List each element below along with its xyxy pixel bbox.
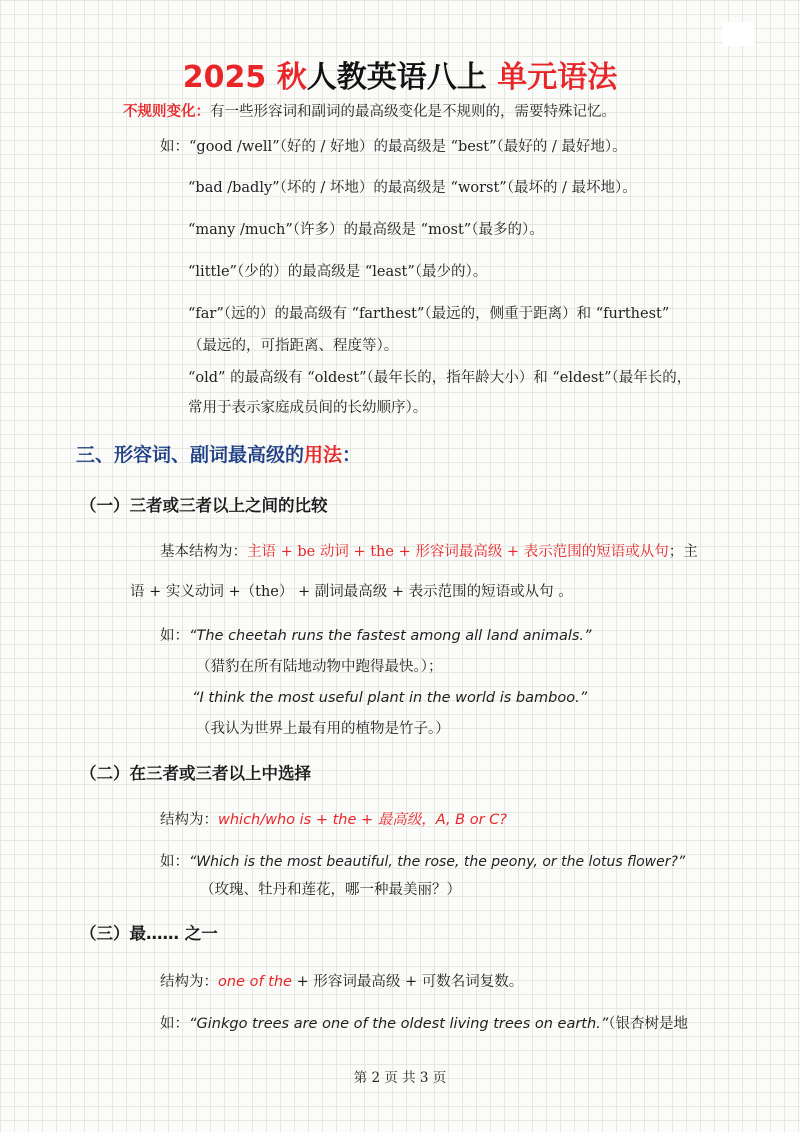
part2-heading: （二）在三者或三者以上中选择 [80, 764, 311, 783]
part1-structure [160, 542, 698, 562]
ex-prefix: 如： [160, 854, 189, 870]
irregular-intro-text: 有一些形容词和副词的最高级变化是不规则的，需要特殊记忆。 [210, 104, 616, 120]
page-number: 第 2 页 共 3 页 [353, 1070, 447, 1086]
struct-prefix: 基本结构为： [160, 544, 247, 560]
irregular-line-1 [160, 137, 627, 157]
irregular-line-4: “little”（少的）的最高级是 “least”（最少的）。 [188, 264, 488, 280]
irregular-line-3: “many /much”（许多）的最高级是 “most”（最多的）。 [188, 222, 544, 238]
struct-tail: ；主 [668, 544, 698, 560]
ex-prefix: 如： [160, 1016, 189, 1032]
ex-prefix: 如： [160, 628, 189, 644]
section-heading-text: 三、形容词、副词最高级的 [76, 444, 305, 466]
part2-example-1-cn: （玫瑰、牡丹和莲花，哪一种最美丽？） [200, 882, 461, 898]
irregular-text-good: “good /well”（好的 / 好地）的最高级是 “best”（最好的 / 最好地）。 [189, 139, 627, 155]
struct-formula: one of the [218, 974, 292, 990]
irregular-line-7: “old” 的最高级有 “oldest”（最年长的，指年龄大小）和 “eldest”（最年长的， [188, 370, 692, 386]
part1-heading: （一）三者或三者以上之间的比较 [80, 496, 328, 515]
irregular-line-2: “bad /badly”（坏的 / 坏地）的最高级是 “worst”（最坏的 / 最坏地）。 [188, 180, 637, 196]
irregular-line-6: （最远的，可指距离、程度等）。 [188, 338, 399, 354]
title-part-topic: 单元语法 [497, 60, 618, 95]
part2-example-1 [160, 852, 685, 872]
section-heading-highlight: 用法 [304, 444, 343, 466]
title-part-main: 人教英语八上 [306, 60, 498, 95]
example-sentence: “Which is the most beautiful, the rose, the peony, or the lotus flower?” [189, 854, 686, 870]
part1-example-2-cn: （我认为世界上最有用的植物是竹子。） [196, 721, 450, 737]
part3-example-1 [160, 1014, 688, 1034]
struct-prefix: 结构为： [160, 812, 218, 828]
part1-example-1-cn: （猎豹在所有陆地动物中跑得最快。）； [196, 659, 443, 675]
section-heading-colon: ： [342, 444, 362, 466]
example-sentence: “The cheetah runs the fastest among all land animals.” [189, 628, 592, 644]
struct-formula: 主语 + be 动词 + the + 形容词最高级 + 表示范围的短语或从句 [247, 544, 669, 560]
ru-prefix: 如： [160, 139, 189, 155]
irregular-line-8: 常用于表示家庭成员间的长幼顺序）。 [188, 400, 428, 416]
corner-blank [722, 22, 754, 46]
struct-tail: + 形容词最高级 + 可数名词复数。 [291, 974, 524, 990]
part1-example-1 [160, 626, 592, 646]
part1-example-2: “I think the most useful plant in the world is bamboo.” [192, 690, 588, 706]
part3-structure [160, 972, 523, 992]
irregular-label: 不规则变化： [123, 103, 210, 120]
example-sentence: “Ginkgo trees are one of the oldest living trees on earth.” [189, 1016, 609, 1032]
irregular-line-5: “far”（远的）的最高级有 “farthest”（最远的，侧重于距离）和 “furthest” [188, 306, 670, 322]
page-title [0, 58, 800, 98]
struct-prefix: 结构为： [160, 974, 218, 990]
part1-structure-line2: 语 + 实义动词 +（the） + 副词最高级 + 表示范围的短语或从句 。 [130, 584, 573, 600]
title-part-year: 2025 秋 [182, 60, 307, 95]
struct-formula: which/who is + the + 最高级，A, B or C? [218, 812, 507, 828]
part2-structure [160, 810, 507, 830]
part3-heading: （三）最…… 之一 [80, 924, 218, 943]
section-heading [76, 440, 361, 467]
irregular-intro [123, 102, 616, 122]
example-translation-start: （银杏树是地 [608, 1016, 689, 1032]
